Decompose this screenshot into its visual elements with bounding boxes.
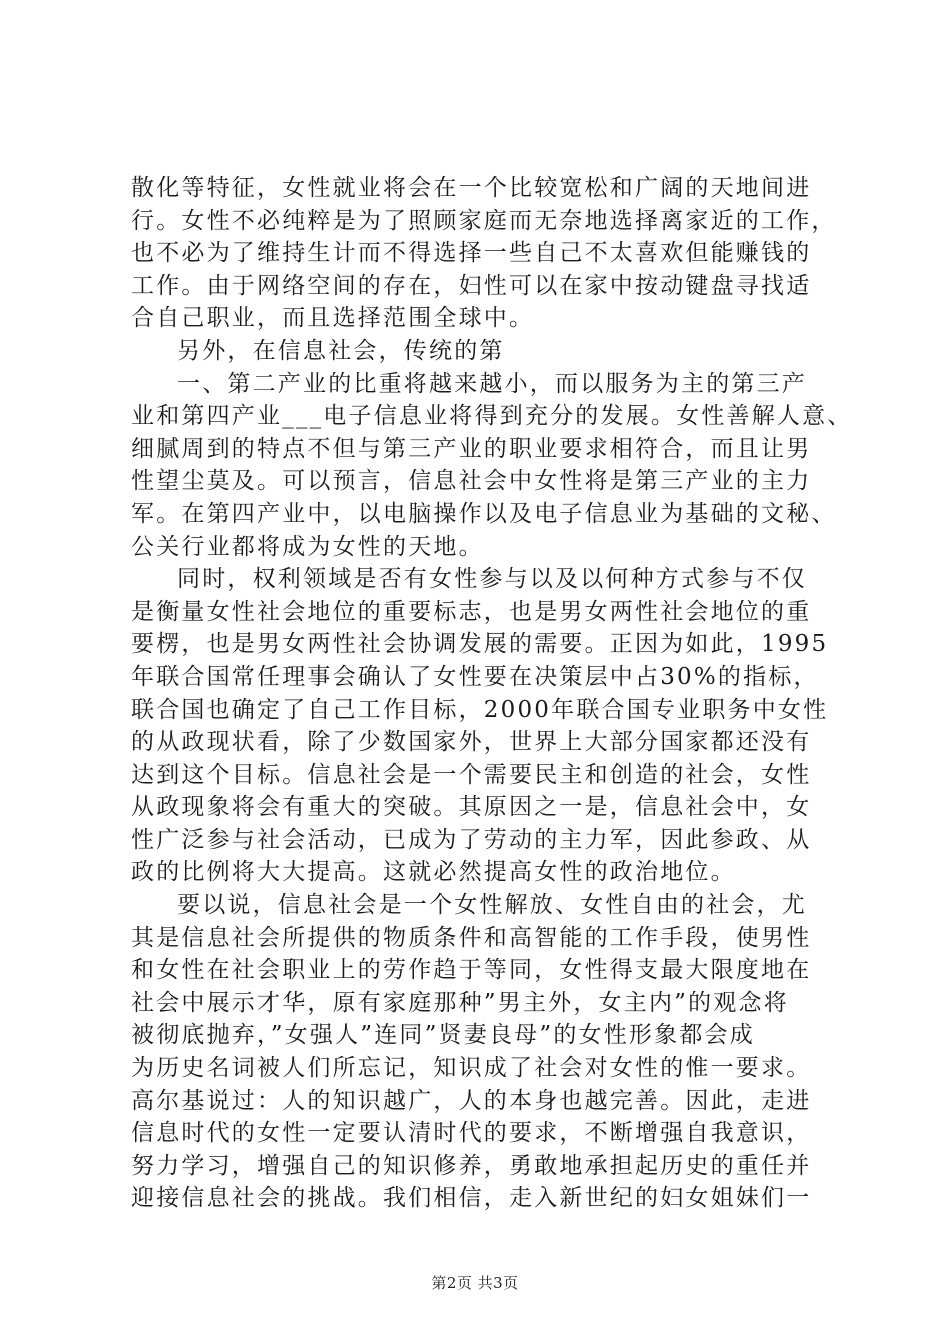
text-line: 从政现象将会有重大的突破。其原因之一是，信息社会中，女 (131, 794, 812, 821)
body-text (131, 172, 853, 1215)
text-line: 迎接信息社会的挑战。我们相信，走入新世纪的妇女姐妹们一 (131, 1185, 812, 1212)
text-line: 合自己职业，而且选择范围全球中。 (131, 305, 535, 332)
text-line: 高尔基说过：人的知识越广，人的本身也越完善。因此，走进 (131, 1087, 812, 1114)
paragraph-start-line: 一、第二产业的比重将越来越小，而以服务为主的第三产 (177, 370, 807, 397)
text-line: 达到这个目标。信息社会是一个需要民主和创造的社会，女性 (131, 761, 812, 788)
text-line: 也不必为了维持生计而不得选择一些自己不太喜欢但能赚钱的 (131, 240, 812, 267)
paragraph-start-line: 要以说，信息社会是一个女性解放、女性自由的社会，尤 (177, 892, 807, 919)
text-line: 性广泛参与社会活动，已成为了劳动的主力军，因此参政、从 (131, 826, 812, 853)
text-line: 散化等特征，女性就业将会在一个比较宽松和广阔的天地间进 (131, 175, 812, 201)
text-line: 努力学习，增强自己的知识修养，勇敢地承担起历史的重任并 (131, 1152, 812, 1179)
paragraph-start-line: 另外，在信息社会，传统的第 (177, 337, 505, 364)
text-line: 行。女性不必纯粹是为了照顾家庭而无奈地选择离家近的工作， (131, 207, 837, 234)
text-line: 的从政现状看，除了少数国家外，世界上大部分国家都还没有 (131, 729, 812, 756)
text-line: 是衡量女性社会地位的重要标志，也是男女两性社会地位的重 (131, 598, 812, 625)
page-number-footer: 第2页 共3页 (431, 1274, 519, 1292)
text-line: 为历史名词被人们所忘记，知识成了社会对女性的惟一要求。 (131, 1055, 812, 1082)
text-line: 细腻周到的特点不但与第三产业的职业要求相符合，而且让男 (131, 435, 812, 462)
text-line: 被彻底抛弃，”女强人”连同”贤妻良母”的女性形象都会成 (131, 1022, 755, 1049)
text-line: 业和第四产业___电子信息业将得到充分的发展。女性善解人意、 (131, 403, 853, 430)
text-line: 联合国也确定了自己工作目标，2000年联合国专业职务中女性 (131, 696, 829, 723)
text-line: 政的比例将大大提高。这就必然提高女性的政治地位。 (131, 859, 736, 886)
text-line: 年联合国常任理事会确认了女性要在决策层中占30%的指标， (131, 663, 819, 690)
text-line: 公关行业都将成为女性的天地。 (131, 533, 484, 560)
text-line: 其是信息社会所提供的物质条件和高智能的工作手段，使男性 (131, 924, 812, 951)
text-line: 性望尘莫及。可以预言，信息社会中女性将是第三产业的主力 (131, 468, 812, 495)
text-line: 工作。由于网络空间的存在，妇性可以在家中按动键盘寻找适 (131, 272, 812, 299)
text-line: 信息时代的女性一定要认清时代的要求，不断增强自我意识， (131, 1120, 812, 1147)
text-line: 要楞，也是男女两性社会协调发展的需要。正因为如此，1995 (131, 631, 829, 658)
text-line: 和女性在社会职业上的劳作趋于等同，女性得支最大限度地在 (131, 957, 812, 984)
text-line: 军。在第四产业中，以电脑操作以及电子信息业为基础的文秘、 (131, 500, 837, 527)
text-line: 社会中展示才华，原有家庭那种”男主外，女主内”的观念将 (131, 989, 789, 1016)
paragraph-start-line: 同时，权利领域是否有女性参与以及以何种方式参与不仅 (177, 566, 807, 593)
